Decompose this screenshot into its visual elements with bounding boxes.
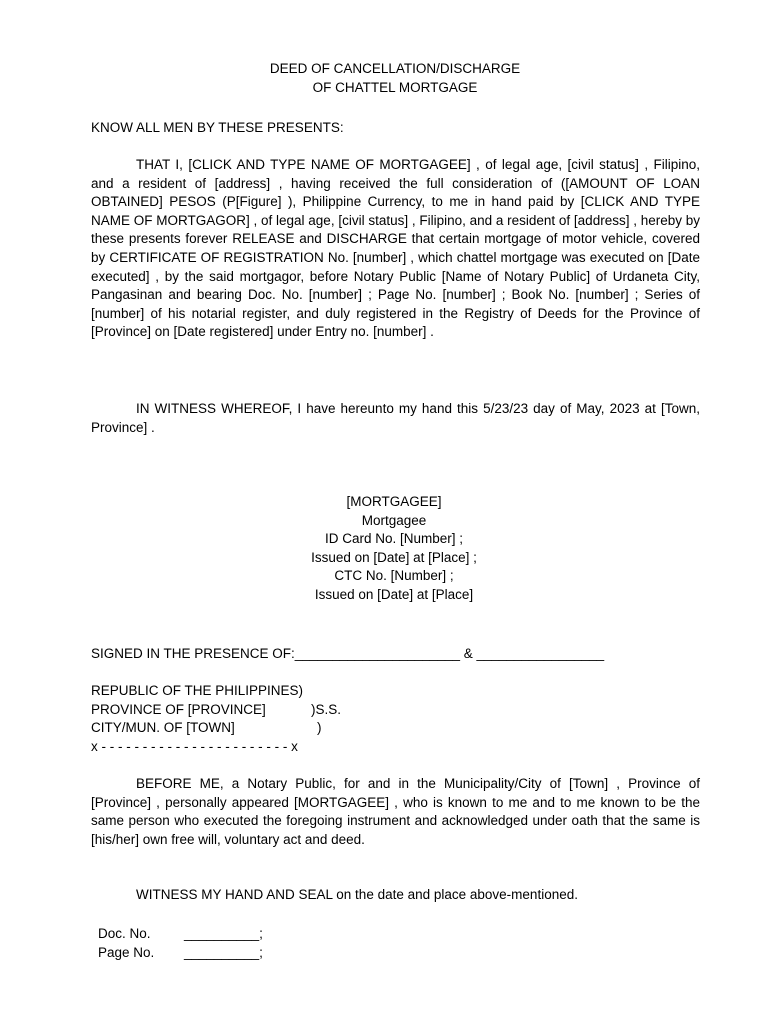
venue-city: CITY/MUN. OF [TOWN] (91, 720, 235, 735)
doc-no-row (98, 925, 263, 944)
mortgagee-name: [MORTGAGEE] (346, 494, 442, 509)
signature-block (0, 493, 768, 605)
venue-separator: x - - - - - - - - - - - - - - - - - - - - - - - x (91, 739, 298, 754)
venue-city-row (91, 719, 322, 738)
witnesses-line: SIGNED IN THE PRESENCE OF:______________________ & _________________ (91, 646, 605, 661)
page-no-label: Page No. (98, 945, 155, 960)
page-no-value: __________; (184, 945, 263, 960)
id-issued-line: Issued on [Date] at [Place] ; (311, 549, 477, 565)
venue-province-row (91, 701, 341, 720)
id-card-line: ID Card No. [Number] ; (324, 531, 464, 547)
venue-province-mark: )S.S. (311, 702, 342, 717)
venue-province: PROVINCE OF [PROVINCE] (91, 702, 266, 717)
intro-line: KNOW ALL MEN BY THESE PRESENTS: (91, 120, 344, 135)
witness-seal-line: WITNESS MY HAND AND SEAL on the date and place above-mentioned. (136, 887, 578, 902)
doc-no-label: Doc. No. (98, 926, 151, 941)
title-line-2: OF CHATTEL MORTGAGE (312, 79, 478, 95)
release-paragraph: THAT I, [CLICK AND TYPE NAME OF MORTGAGEE] , of legal age, [civil status] , Filipino, and a resident of [address] , having received the full consideration of ([AMOUNT OF LOAN OBTAINED] PESOS (P[Figure] ), Philippine Currency, to me in hand paid by [CLICK AND TYPE NAME OF MORTGAGOR] , of legal age, [civil status] , Filipino, and a resident of [address] , hereby by these presents forever RELEASE and DISCHARGE that certain mortgage of motor vehicle, covered by CERTIFICATE OF REGISTRATION No. [number] , which chattel mortgage was executed on [Date executed] , by the said mortgagor, before Notary Public [Name of Notary Public] of Urdaneta City, Pangasinan and bearing Doc. No. [number] ; Page No. [number] ; Book No. [number] ; Series of [number] of his notarial register, and duly registered in the Registry of Deeds for the Province of [Province] on [Date registered] under Entry no. [number] . (91, 157, 700, 340)
acknowledgment-paragraph: BEFORE ME, a Notary Public, for and in the Municipality/City of [Town] , Province of [Province] , personally appeared [MORTGAGEE] , who is known to me and to me known to be the same person who executed the foregoing instrument and acknowledged under oath that the same is [his/her] own free will, voluntary act and deed. (91, 776, 700, 847)
title-line-1: DEED OF CANCELLATION/DISCHARGE (269, 61, 521, 76)
doc-no-value: __________; (184, 926, 263, 941)
mortgagee-role: Mortgagee (361, 512, 427, 528)
venue-city-mark: ) (317, 720, 322, 735)
ctc-issued-line: Issued on [Date] at [Place] (314, 586, 474, 602)
witness-whereof-paragraph: IN WITNESS WHEREOF, I have hereunto my hand this 5/23/23 day of May, 2023 at [Town, Province] . (91, 401, 700, 435)
ctc-line: CTC No. [Number] ; (334, 568, 454, 584)
venue-republic: REPUBLIC OF THE PHILIPPINES) (91, 683, 304, 698)
document-title (0, 60, 768, 97)
page-no-row (98, 944, 263, 963)
